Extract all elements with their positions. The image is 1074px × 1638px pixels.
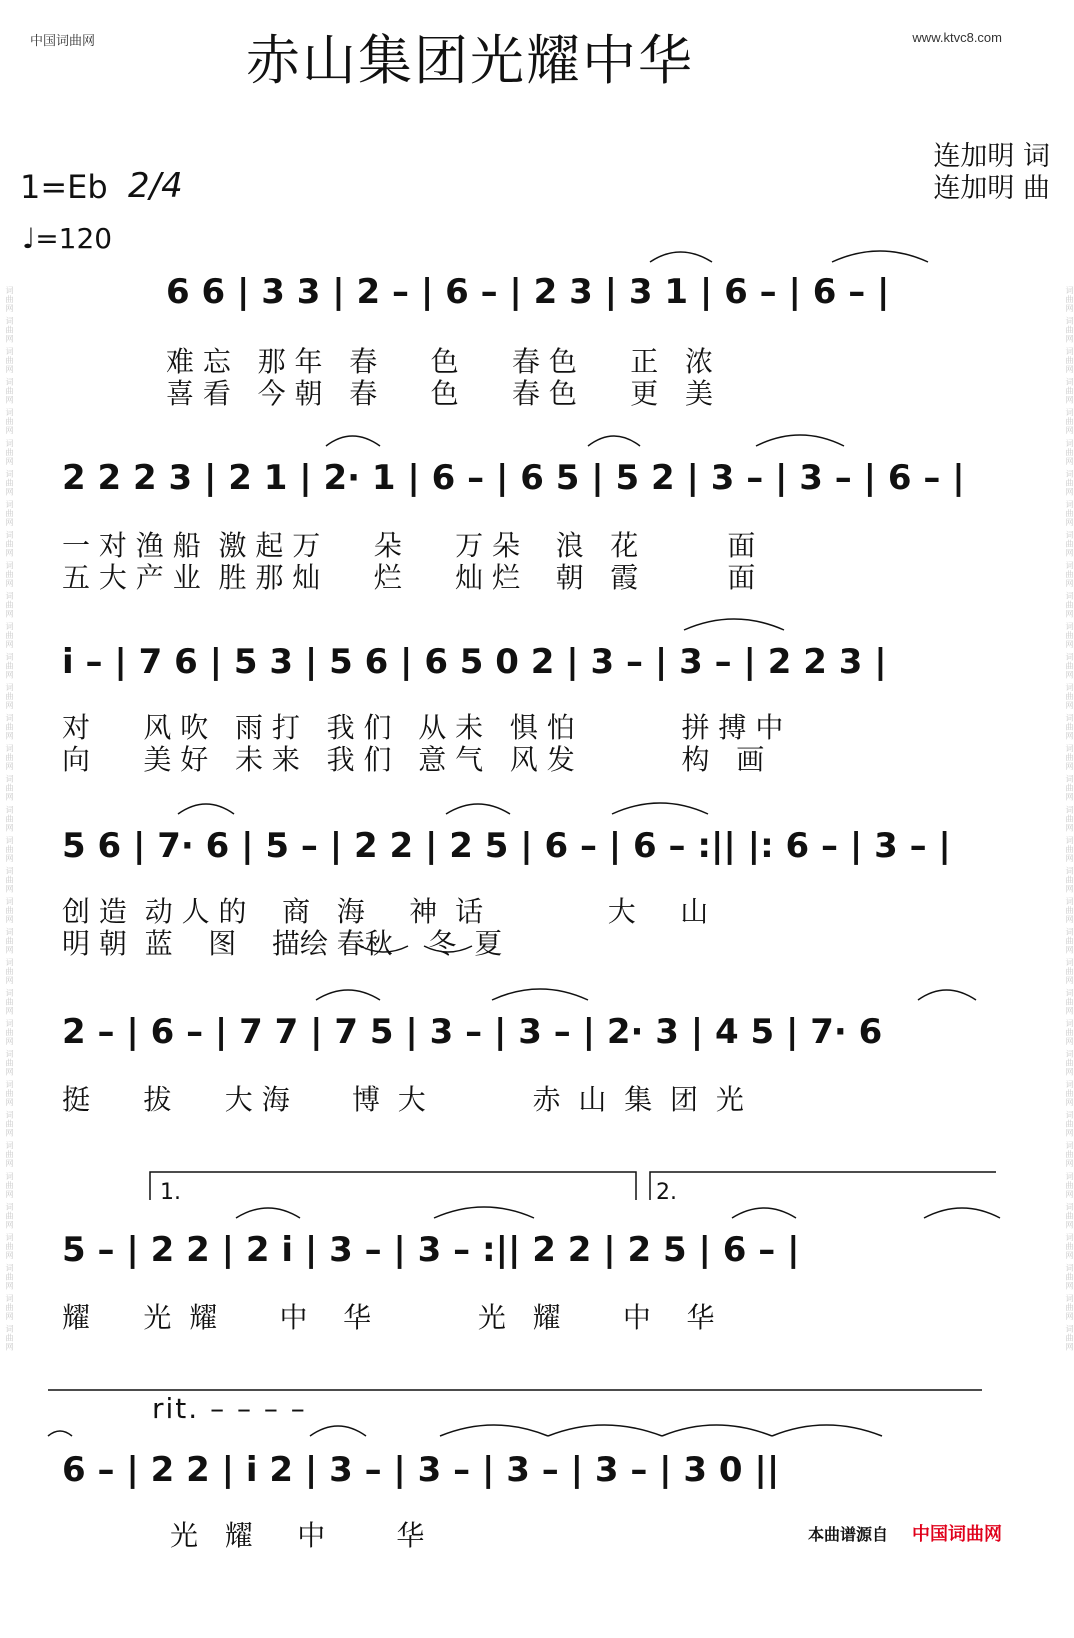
tie-arc xyxy=(440,1425,548,1436)
tie-arc xyxy=(236,1208,300,1218)
side-watermark-left: 词曲网 词曲网 词曲网 词曲网 词曲网 词曲网 词曲网 词曲网 词曲网 词曲网 词曲网 词曲网 词曲网 词曲网 词曲网 词曲网 词曲网 词曲网 词曲网 词曲网 词曲网 词曲网 词曲网 词曲网 词曲网 词曲网 词曲网 词曲网 词曲网 词曲网 词曲网 词曲网 词曲网 词曲网 词曲网 xyxy=(5,286,14,1352)
tempo-marking: ♩=120 xyxy=(22,222,113,255)
score-row-3-notes: i – | 7 6 | 5 3 | 5 6 | 6 5 0 2 | 3 – | 3 – | 2 2 3 | xyxy=(62,642,887,682)
score-row-1-lyrics-verse-1: 难 忘 那 年 春 色 春 色 正 浓 xyxy=(166,345,714,378)
tie-arc xyxy=(772,1425,882,1436)
source-label: 本曲谱源自 xyxy=(808,1525,889,1544)
volta-1-bracket xyxy=(150,1172,636,1200)
score-row-2-notes: 2 2 2 3 | 2 1 | 2· 1 | 6 – | 6 5 | 5 2 | 3 – | 3 – | 6 – | xyxy=(62,458,965,498)
time-signature: 2/4 xyxy=(128,166,183,206)
tie-arc xyxy=(178,804,234,814)
score-row-7-lyrics: 光 耀 中 华 xyxy=(170,1519,425,1552)
lyricist-credit: 连加明 词 xyxy=(933,141,1050,172)
volta-2-label: 2. xyxy=(656,1180,677,1205)
volta-1-label: 1. xyxy=(160,1180,181,1205)
composer-credit: 连加明 曲 xyxy=(933,173,1050,204)
tie-arc xyxy=(732,1208,796,1218)
score-row-4-notes: 5 6 | 7· 6 | 5 – | 2 2 | 2 5 | 6 – | 6 – :|| |: 6 – | 3 – | xyxy=(62,826,951,866)
side-watermark-right: 词曲网 词曲网 词曲网 词曲网 词曲网 词曲网 词曲网 词曲网 词曲网 词曲网 词曲网 词曲网 词曲网 词曲网 词曲网 词曲网 词曲网 词曲网 词曲网 词曲网 词曲网 词曲网 词曲网 词曲网 词曲网 词曲网 词曲网 词曲网 词曲网 词曲网 词曲网 词曲网 词曲网 词曲网 词曲网 xyxy=(1065,286,1074,1352)
lyric-slur xyxy=(424,946,472,952)
tie-arc xyxy=(316,990,380,1000)
score-row-4-lyrics-verse-1: 创 造 动 人 的 商 海 神 话 大 山 xyxy=(62,895,709,928)
key-signature: 1=Eb xyxy=(20,168,108,206)
tie-arc xyxy=(612,803,708,814)
site-url-right: www.ktvc8.com xyxy=(912,30,1002,45)
score-row-3-lyrics-verse-1: 对 风 吹 雨 打 我 们 从 未 惧 怕 拼 搏 中 xyxy=(62,711,784,744)
tie-arc xyxy=(924,1208,1000,1218)
score-row-1-lyrics-verse-2: 喜 看 今 朝 春 色 春 色 更 美 xyxy=(166,377,714,410)
tie-arc xyxy=(756,435,844,446)
tie-arc xyxy=(434,1207,534,1218)
score-row-4-lyrics-verse-2: 明 朝 蓝 图 描绘 春秋 冬 夏 xyxy=(62,927,503,960)
tie-arc xyxy=(832,251,928,262)
volta-2-bracket xyxy=(650,1172,996,1200)
tie-arc xyxy=(310,1426,366,1436)
score-row-5-notes: 2 – | 6 – | 7 7 | 7 5 | 3 – | 3 – | 2· 3 | 4 5 | 7· 6 xyxy=(62,1012,883,1052)
tie-arc xyxy=(662,1425,772,1436)
tie-arc xyxy=(548,1425,662,1436)
song-title: 赤山集团光耀中华 xyxy=(246,29,694,92)
ritardando-marking: rit. – – – – xyxy=(152,1392,307,1425)
score-row-5-lyrics: 挺 拔 大 海 博 大 赤 山 集 团 光 xyxy=(62,1083,744,1116)
tie-arc xyxy=(918,990,976,1000)
score-row-2-lyrics-verse-2: 五 大 产 业 胜 那 灿 烂 灿 烂 朝 霞 面 xyxy=(62,561,756,594)
lyric-slur xyxy=(360,946,408,952)
score-row-1-notes: 6 6 | 3 3 | 2 – | 6 – | 2 3 | 3 1 | 6 – | 6 – | xyxy=(166,272,890,312)
quarter-note-icon: ♩ xyxy=(22,222,36,255)
score-row-3-lyrics-verse-2: 向 美 好 未 来 我 们 意 气 风 发 构 画 xyxy=(62,743,765,776)
score-row-6-lyrics: 耀 光 耀 中 华 光 耀 中 华 xyxy=(62,1301,715,1334)
score-row-2-lyrics-verse-1: 一 对 渔 船 激 起 万 朵 万 朵 浪 花 面 xyxy=(62,529,756,562)
tie-arc xyxy=(492,989,588,1000)
tie-arc xyxy=(446,804,510,814)
score-row-7-notes: 6 – | 2 2 | i 2 | 3 – | 3 – | 3 – | 3 – | 3 0 || xyxy=(62,1450,780,1490)
tie-arc xyxy=(48,1431,72,1436)
score-row-6-notes: 5 – | 2 2 | 2 i | 3 – | 3 – :|| 2 2 | 2 5 | 6 – | xyxy=(62,1230,800,1270)
tie-arc xyxy=(650,252,712,262)
site-name-left: 中国词曲网 xyxy=(30,33,96,48)
tie-arc xyxy=(588,436,640,446)
tie-arc xyxy=(326,436,380,446)
tie-arc xyxy=(684,619,784,630)
source-site-link[interactable]: 中国词曲网 xyxy=(912,1524,1002,1545)
